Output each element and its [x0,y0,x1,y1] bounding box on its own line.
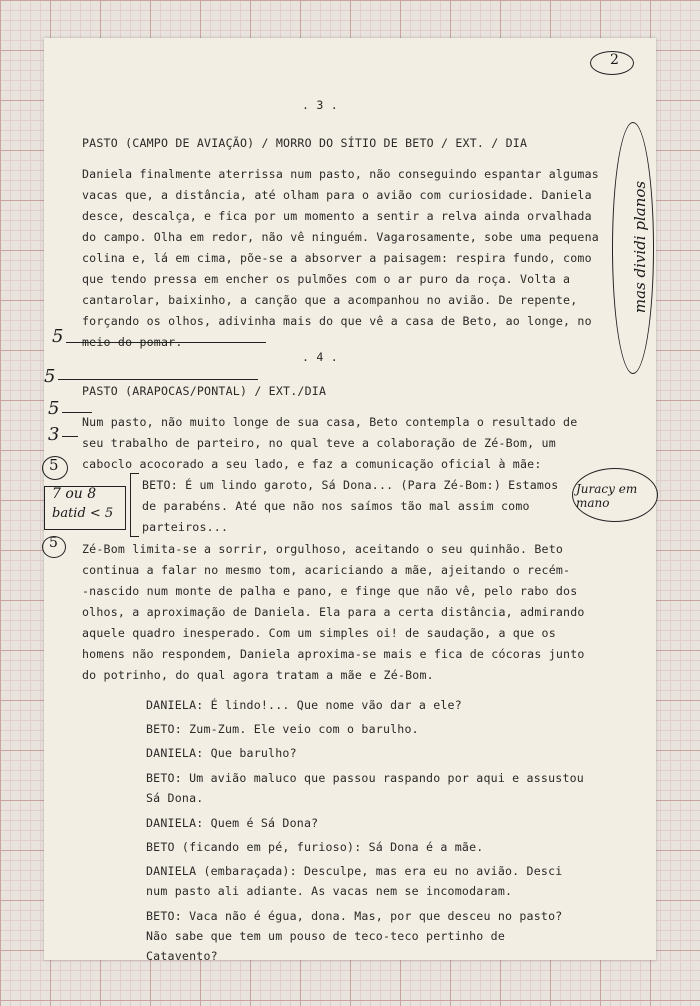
dialogue-line: Catavento? [146,949,218,963]
mark-line [62,412,92,413]
dialogue-line: Sá Dona. [146,791,204,805]
mark-line [62,436,78,437]
scene-heading: PASTO (ARAPOCAS/PONTAL) / EXT./DIA [82,384,327,398]
box-note-text: 7 ou 8 [52,486,97,502]
mark-line [58,379,258,380]
mark-line [66,342,266,343]
dialogue-line: BETO: Um avião maluco que passou raspando por aqui e assustou [146,771,584,785]
page-number-text: 2 [610,52,619,68]
dialogue-line: Não sabe que tem um pouso de teco-teco pertinho de [146,929,506,943]
dialogue-line: BETO: Zum-Zum. Ele veio com o barulho. [146,722,419,736]
scene-heading: PASTO (CAMPO DE AVIAÇÃO) / MORRO DO SÍTIO DE BETO / EXT. / DIA [82,136,528,150]
mark-three: 3 [48,424,60,445]
margin-note-beto: Juracy em mano [576,482,638,510]
dialogue-line: BETO (ficando em pé, furioso): Sá Dona é a mãe. [146,840,484,854]
dialogue-line: DANIELA (embaraçada): Desculpe, mas era eu no avião. Desci [146,864,563,878]
mark-five: 5 [52,326,64,347]
box-note-text: batid < 5 [52,506,114,521]
dialogue-line: DANIELA: Que barulho? [146,746,297,760]
dialogue-line: num pasto ali adiante. As vacas nem se incomodaram. [146,884,513,898]
mark-five: 5 [44,366,56,387]
dialogue-line: BETO: Vaca não é égua, dona. Mas, por que desceu no pasto? [146,909,563,923]
margin-note-right: mas dividi planos [631,180,650,314]
dialogue-line: DANIELA: Quem é Sá Dona? [146,816,319,830]
bracket-mark [130,473,139,537]
dialogue-line: DANIELA: É lindo!... Que nome vão dar a ele? [146,698,462,712]
scene-number: . 4 . [302,350,338,364]
mark-five: 5 [48,398,60,419]
scene-number: . 3 . [302,98,338,112]
script-page: 2 . 3 . PASTO (CAMPO DE AVIAÇÃO) / MORRO DO SÍTIO DE BETO / EXT. / DIA Daniela finalmente aterrissa num pasto, não conseguindo espantar algumas vacas que, a distância, até olham para o avião com curiosidade. Daniela desce, descalça, e fica por um momento a sentir a relva ainda orvalhada do campo. Olha em redor, não vê ninguém. Vagarosamente, sobe uma pequena colina e, lá em cima, põe-se a absorver a paisagem: respira fundo, como que tendo pressa em encher os pulmões com o ar puro da roça. Volta a cantarolar, baixinho, a canção que a acompanhou no avião. De repente, forçando os olhos, adivinha mais do que vê a casa de Beto, ao longe, no meio do pomar. mas dividi planos 5 . 4 . 5 PASTO (ARAPOCAS/PONTAL) / EXT./DIA 5 3 Num pasto, não muito longe de sua casa, Beto contempla o resultado de seu trabalho de parteiro, no qual teve a colaboração de Zé-Bom, um caboclo acocorado a seu lado, e faz a comunicação oficial à mãe: 5 BETO: É um lindo garoto, Sá Dona... (Para Zé-Bom:) Estamos de parabéns. Até que não nos saímos tão mal assim como parteiros... 7 ou 8 batid < 5 Juracy em mano 5 Zé-Bom limita-se a sorrir, orgulhoso, aceitando o seu quinhão. Beto continua a falar no mesmo tom, acariciando a mãe, ajeitando o recém- -nascido num monte de palha e pano, e finge que não vê, pelo rabo dos olhos, a aproximação de Daniela. Ela para a certa distância, admirando aquele quadro inesperado. Com um simples oi! de saudação, a que os homens não respondem, Daniela aproxima-se mais e fica de cócoras junto do potrinho, do qual agora tratam a mãe e Zé-Bom. DANIELA: É lindo!... Que nome vão dar a ele? BETO: Zum-Zum. Ele veio com o barulho. DANIELA: Que barulho? BETO: Um avião maluco que passou raspando por aqui e assustou Sá Dona. DANIELA: Quem é Sá Dona? BETO (ficando em pé, furioso): Sá Dona é a mãe. DANIELA (embaraçada): Desculpe, mas era eu no avião. Desci num pasto ali adiante. As vacas nem se incomodaram. BETO: Vaca não é égua, dona. Mas, por que desceu no pasto? Não sabe que tem um pouso de teco-teco pertinho de Catavento? [44,38,656,960]
